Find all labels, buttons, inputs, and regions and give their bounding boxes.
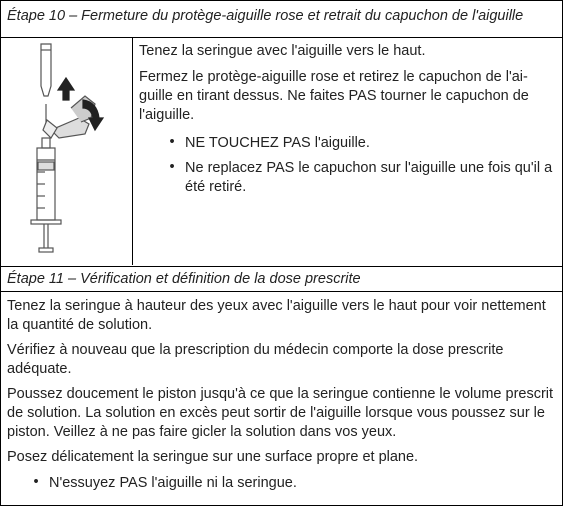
step11-paragraph-3-line-2: de solution. La solution en excès peut sortir de l'aiguille lorsque vous poussez sur le	[7, 405, 545, 421]
step10-bullet-2-line-2: été retiré.	[185, 179, 247, 195]
step11-paragraph-2-line-1: Vérifiez à nouveau que la prescription du médecin comporte la dose prescrite	[7, 342, 504, 358]
step10-bullet-2-line-1: Ne replacez PAS le capuchon sur l'aiguille une fois qu'il a	[185, 160, 553, 176]
step10-paragraph-2-line-1: Fermez le protège-aiguille rose et retirez le capuchon de l'ai-	[139, 69, 528, 85]
step10-paragraph-2-line-2: guille en tirant dessus. Ne faites PAS tourner le capuchon de	[139, 88, 529, 104]
step10-bullet-1-text: NE TOUCHEZ PAS l'aiguille.	[185, 135, 370, 151]
step11-title: Étape 11 – Vérification et définition de la dose prescrite	[7, 271, 361, 287]
step10-instructions	[133, 38, 562, 265]
step11-paragraph-1-line-2: la quantité de solution.	[7, 317, 153, 333]
step11-paragraph-4: Posez délicatement la seringue sur une surface propre et plane.	[7, 449, 419, 465]
step11-header	[1, 266, 562, 292]
step10-header	[1, 1, 562, 38]
step10-paragraph-2-line-3: l'aiguille.	[139, 107, 195, 123]
step11-paragraph-3-line-1: Poussez doucement le piston jusqu'à ce que la seringue contienne le volume prescrit	[7, 386, 554, 402]
syringe-illustration	[1, 38, 133, 265]
bullet-icon: •	[169, 159, 175, 175]
step11-paragraph-1-line-1: Tenez la seringue à hauteur des yeux avec l'aiguille vers le haut pour voir nettement	[7, 298, 546, 314]
step11-paragraph-3-line-3: piston. Veillez à ne pas faire gicler la solution dans vos yeux.	[7, 424, 397, 440]
bullet-icon: •	[33, 474, 39, 490]
bullet-icon: •	[169, 134, 175, 150]
step10-paragraph-1: Tenez la seringue avec l'aiguille vers le haut.	[139, 43, 426, 59]
step10-bullet-1	[159, 134, 370, 153]
syringe-cap-removal-image	[1, 38, 132, 265]
step11-bullet-1-text: N'essuyez PAS l'aiguille ni la seringue.	[49, 475, 297, 491]
step10-title: Étape 10 – Fermeture du protège-aiguille rose et retrait du capuchon de l'aiguille	[7, 8, 524, 24]
step11-bullet-1	[23, 474, 297, 493]
step11-paragraph-2-line-2: adéquate.	[7, 361, 72, 377]
step10-bullet-2	[159, 159, 552, 197]
